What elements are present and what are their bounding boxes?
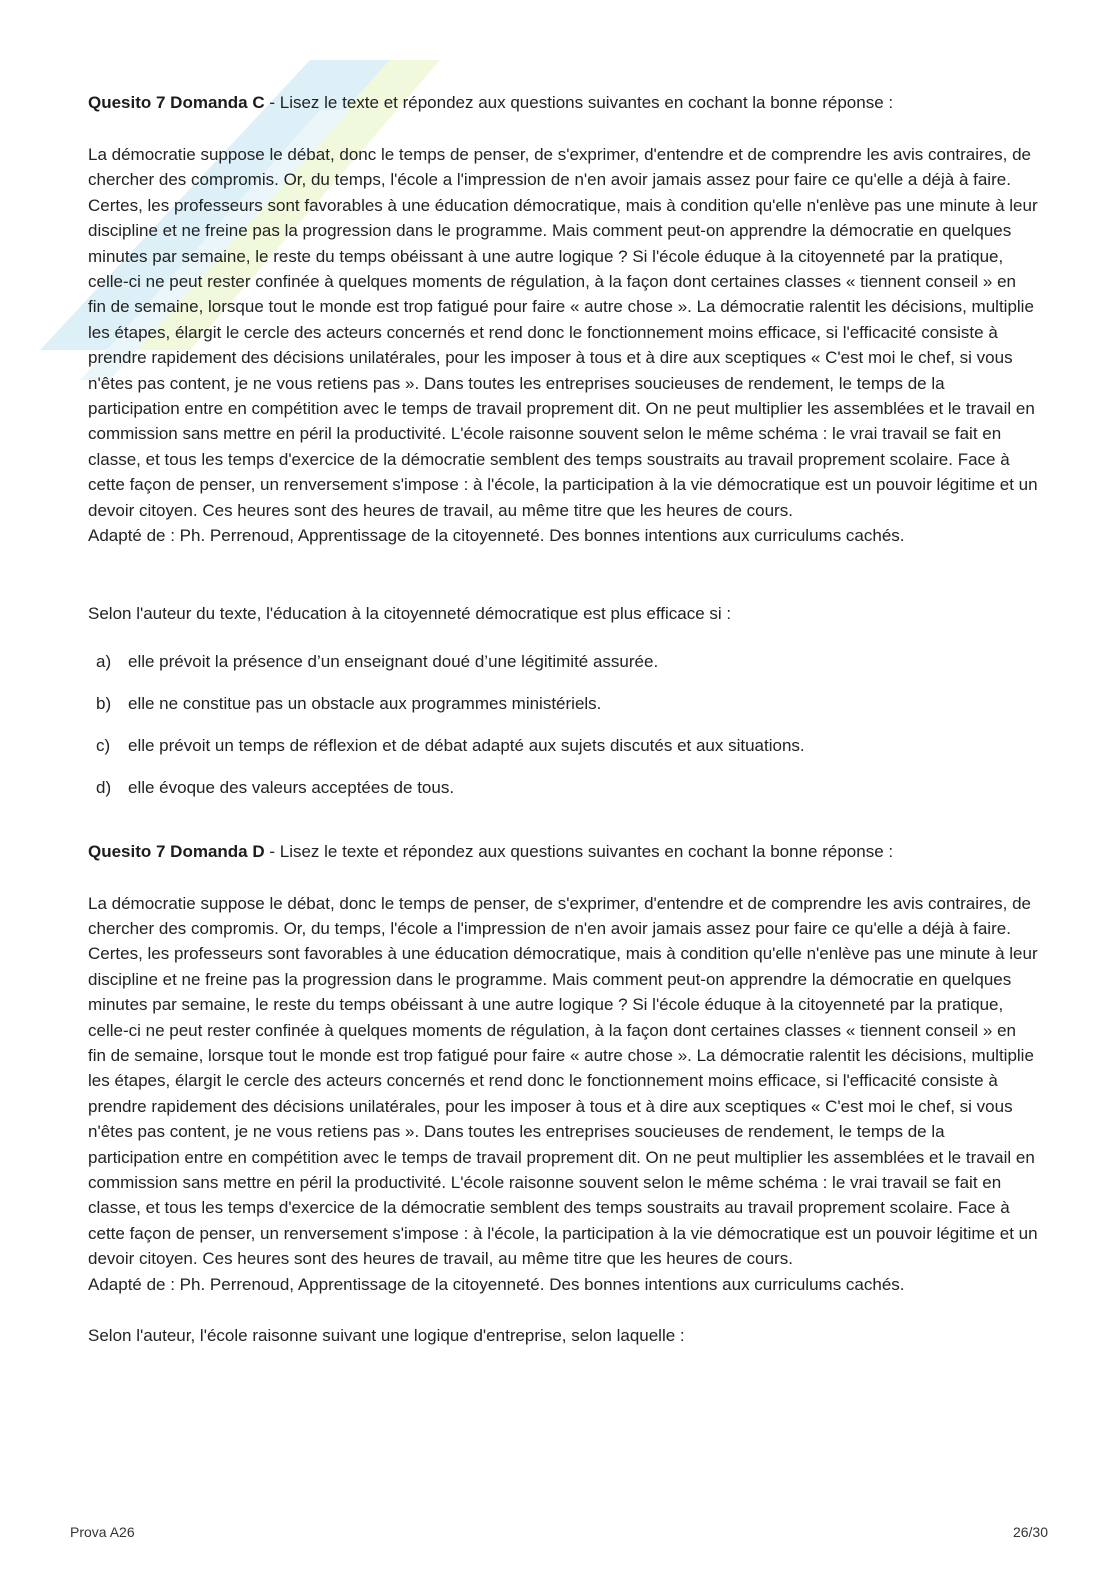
answer-option-c[interactable] xyxy=(88,733,1038,775)
option-letter: c) xyxy=(96,735,111,755)
question-instruction-c: - Lisez le texte et répondez aux questions suivantes en cochant la bonne réponse : xyxy=(264,93,894,112)
passage-d xyxy=(88,891,1038,1272)
question-label-c: Quesito 7 Domanda C xyxy=(88,93,265,112)
question-instruction-d: - Lisez le texte et répondez aux questions suivantes en cochant la bonne réponse : xyxy=(264,841,894,861)
passage-text-c: La démocratie suppose le débat, donc le temps de penser, de s'exprimer, d'entendre et de comprendre les avis contraires, de chercher des compromis. Or, du temps, l'école a l'impression de n'en avoir jamais assez pour faire ce qu'elle a déjà à faire. Certes, les professeurs sont favorables à une éducation démocratique, mais à condition qu'elle n'enlève pas une minute à leur discipline et ne freine pas la progression dans le programme. Mais comment peut-on apprendre la démocratie en quelques minutes par semaine, le reste du temps obéissant à une autre logique ? Si l'école éduque à la citoyenneté par la pratique, celle-ci ne peut rester confinée à quelques moments de régulation, à la façon dont certaines classes « tiennent conseil » en fin de semaine, lorsque tout le monde est trop fatigué pour faire « autre chose ». La démocratie ralentit les décisions, multiplie les étapes, élargit le cercle des acteurs concernés et rend donc le fonctionnement moins efficace, si l'efficacité consiste à prendre rapidement des décisions unilatérales, pour les imposer à tous et à dire aux sceptiques « C'est moi le chef, si vous n'êtes pas content, je ne vous retiens pas ». Dans toutes les entreprises soucieuses de rendement, le temps de la participation entre en compétition avec le temps de travail proprement dit. On ne peut multiplier les assemblées et le travail en commission sans mettre en péril la productivité. L'école raisonne souvent selon le même schéma : le vrai travail se fait en classe, et tous les temps d'exercice de la démocratie semblent des temps soustraits au travail proprement scolaire. Face à cette façon de penser, un renversement s'impose : à l'école, la participation à la vie démocratique est un pouvoir légitime et un devoir citoyen. Ces heures sont des heures de travail, au même titre que les heures de cours. xyxy=(88,145,1038,520)
source-d: Adapté de : Ph. Perrenoud, Apprentissage de la citoyenneté. Des bonnes intentions aux curriculums cachés. xyxy=(88,1274,905,1294)
question-label-d: Quesito 7 Domanda D xyxy=(88,841,265,861)
passage-text-d: La démocratie suppose le débat, donc le temps de penser, de s'exprimer, d'entendre et de comprendre les avis contraires, de chercher des compromis. Or, du temps, l'école a l'impression de n'en avoir jamais assez pour faire ce qu'elle a déjà à faire. Certes, les professeurs sont favorables à une éducation démocratique, mais à condition qu'elle n'enlève pas une minute à leur discipline et ne freine pas la progression dans le programme. Mais comment peut-on apprendre la démocratie en quelques minutes par semaine, le reste du temps obéissant à une autre logique ? Si l'école éduque à la citoyenneté par la pratique, celle-ci ne peut rester confinée à quelques moments de régulation, à la façon dont certaines classes « tiennent conseil » en fin de semaine, lorsque tout le monde est trop fatigué pour faire « autre chose ». La démocratie ralentit les décisions, multiplie les étapes, élargit le cercle des acteurs concernés et rend donc le fonctionnement moins efficace, si l'efficacité consiste à prendre rapidement des décisions unilatérales, pour les imposer à tous et à dire aux sceptiques « C'est moi le chef, si vous n'êtes pas content, je ne vous retiens pas ». Dans toutes les entreprises soucieuses de rendement, le temps de la participation entre en compétition avec le temps de travail proprement dit. On ne peut multiplier les assemblées et le travail en commission sans mettre en péril la productivité. L'école raisonne souvent selon le même schéma : le vrai travail se fait en classe, et tous les temps d'exercice de la démocratie semblent des temps soustraits au travail proprement scolaire. Face à cette façon de penser, un renversement s'impose : à l'école, la participation à la vie démocratique est un pouvoir légitime et un devoir citoyen. Ces heures sont des heures de travail, au même titre que les heures de cours. xyxy=(88,893,1038,1269)
question-text-d: Selon l'auteur, l'école raisonne suivant une logique d'entreprise, selon laquelle : xyxy=(88,1326,685,1345)
source-c: Adapté de : Ph. Perrenoud, Apprentissage de la citoyenneté. Des bonnes intentions aux curriculums cachés. xyxy=(88,526,905,546)
answer-option-d[interactable] xyxy=(88,775,1038,817)
option-text: elle prévoit la présence d’un enseignant doué d’une légitimité assurée. xyxy=(128,651,659,671)
footer-exam-label: Prova A26 xyxy=(70,1524,135,1540)
option-text: elle ne constitue pas un obstacle aux programmes ministériels. xyxy=(128,693,602,713)
question-heading-c xyxy=(88,90,1038,116)
answer-option-a[interactable] xyxy=(88,649,1038,691)
question-text-c: Selon l'auteur du texte, l'éducation à la citoyenneté démocratique est plus efficace si : xyxy=(88,603,732,623)
option-letter: b) xyxy=(96,693,112,713)
option-letter: d) xyxy=(96,777,112,797)
answer-option-b[interactable] xyxy=(88,691,1038,733)
document-page xyxy=(88,90,1038,1349)
option-text: elle évoque des valeurs acceptées de tous. xyxy=(128,777,455,797)
option-letter: a) xyxy=(96,651,112,671)
passage-c xyxy=(88,142,1038,523)
question-heading-d xyxy=(88,839,1038,865)
footer-page-number: 26/30 xyxy=(1012,1524,1048,1540)
option-text: elle prévoit un temps de réflexion et de débat adapté aux sujets discutés et aux situations. xyxy=(128,735,805,755)
answer-options-c xyxy=(88,649,1038,817)
